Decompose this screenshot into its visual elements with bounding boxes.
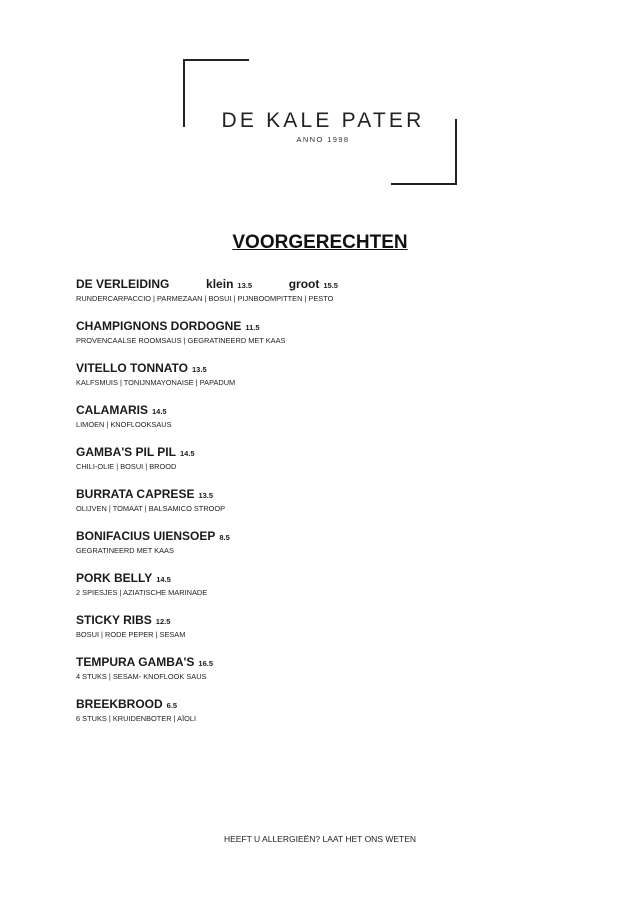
- menu-item: [76, 571, 576, 613]
- menu-item-price: 12.5: [155, 617, 171, 626]
- allergy-notice: HEEFT U ALLERGIEËN? LAAT HET ONS WETEN: [223, 834, 417, 844]
- menu-item-name: BONIFACIUS UIENSOEP: [76, 529, 216, 543]
- logo-since: ANNO 1998: [296, 135, 350, 144]
- menu-item-name-row: [76, 361, 576, 377]
- menu-item-name-row: [76, 655, 576, 671]
- menu-item-description: 6 STUKS | KRUIDENBOTER | AÏOLI: [76, 714, 197, 723]
- menu-item-name: DE VERLEIDING: [76, 277, 170, 291]
- logo-brand-name: DE KALE PATER: [221, 109, 425, 132]
- menu-item-name: TEMPURA GAMBA'S: [76, 655, 195, 669]
- menu-item-name: PORK BELLY: [76, 571, 153, 585]
- menu-item-description: GEGRATINEERD MET KAAS: [76, 546, 174, 555]
- menu-item-description: BOSUI | RODE PEPER | SESAM: [76, 630, 186, 639]
- size-large-price: 15.5: [323, 281, 338, 290]
- menu-item-description: KALFSMUIS | TONIJNMAYONAISE | PAPADUM: [76, 378, 236, 387]
- menu-item-price: 8.5: [219, 533, 230, 542]
- menu-item-name-row: [76, 697, 576, 713]
- menu-item: [76, 529, 576, 571]
- menu-item-name-row: [76, 529, 576, 545]
- menu-item-description: 2 SPIESJES | AZIATISCHE MARINADE: [76, 588, 208, 597]
- menu-item: [76, 487, 576, 529]
- menu-item-description: CHILI-OLIE | BOSUI | BROOD: [76, 462, 177, 471]
- menu-item-name: STICKY RIBS: [76, 613, 152, 627]
- menu-item-name-row: [76, 277, 576, 293]
- section-heading: VOORGERECHTEN: [232, 232, 408, 253]
- menu-item-price: 16.5: [198, 659, 214, 668]
- size-small-label: klein: [206, 277, 234, 291]
- menu-item: [76, 319, 576, 361]
- menu-item-name-row: [76, 319, 576, 335]
- menu-item-price: 14.5: [152, 407, 167, 416]
- menu-item-price: 13.5: [198, 491, 214, 500]
- menu-list: [76, 277, 576, 739]
- menu-item-description: OLIJVEN | TOMAAT | BALSAMICO STROOP: [76, 504, 226, 513]
- menu-item-name-row: [76, 613, 576, 629]
- menu-item-name: VITELLO TONNATO: [76, 361, 189, 375]
- menu-item: [76, 277, 576, 319]
- menu-item-description: RUNDERCARPACCIO | PARMEZAAN | BOSUI | PIJNBOOMPITTEN | PESTO: [76, 294, 334, 303]
- menu-item-name: BURRATA CAPRESE: [76, 487, 195, 501]
- menu-item: [76, 655, 576, 697]
- menu-item-price: 13.5: [192, 365, 207, 374]
- menu-item: [76, 613, 576, 655]
- menu-item-name-row: [76, 403, 576, 419]
- menu-item-description: 4 STUKS | SESAM- KNOFLOOK SAUS: [76, 672, 207, 681]
- menu-item-name: GAMBA'S PIL PIL: [76, 445, 176, 459]
- menu-item-description: LIMOEN | KNOFLOOKSAUS: [76, 420, 172, 429]
- size-large-label: groot: [288, 277, 320, 291]
- menu-item: [76, 403, 576, 445]
- menu-item-price: 6.5: [166, 701, 178, 710]
- menu-item: [76, 361, 576, 403]
- menu-item-name: CALAMARIS: [76, 403, 148, 417]
- menu-item: [76, 697, 576, 739]
- menu-item-name: CHAMPIGNONS DORDOGNE: [76, 319, 242, 333]
- menu-item-price: 14.5: [156, 575, 171, 584]
- menu-item-price: 11.5: [245, 323, 260, 332]
- menu-item-name-row: [76, 571, 576, 587]
- restaurant-logo: [183, 59, 458, 185]
- menu-item-price: 14.5: [179, 449, 195, 458]
- menu-item: [76, 445, 576, 487]
- menu-items: [76, 319, 576, 739]
- menu-item-name: BREEKBROOD: [76, 697, 163, 711]
- menu-item-name-row: [76, 487, 576, 503]
- menu-item-description: PROVENCAALSE ROOMSAUS | GEGRATINEERD MET KAAS: [76, 336, 286, 345]
- menu-item-name-row: [76, 445, 576, 461]
- size-small-price: 13.5: [237, 281, 253, 290]
